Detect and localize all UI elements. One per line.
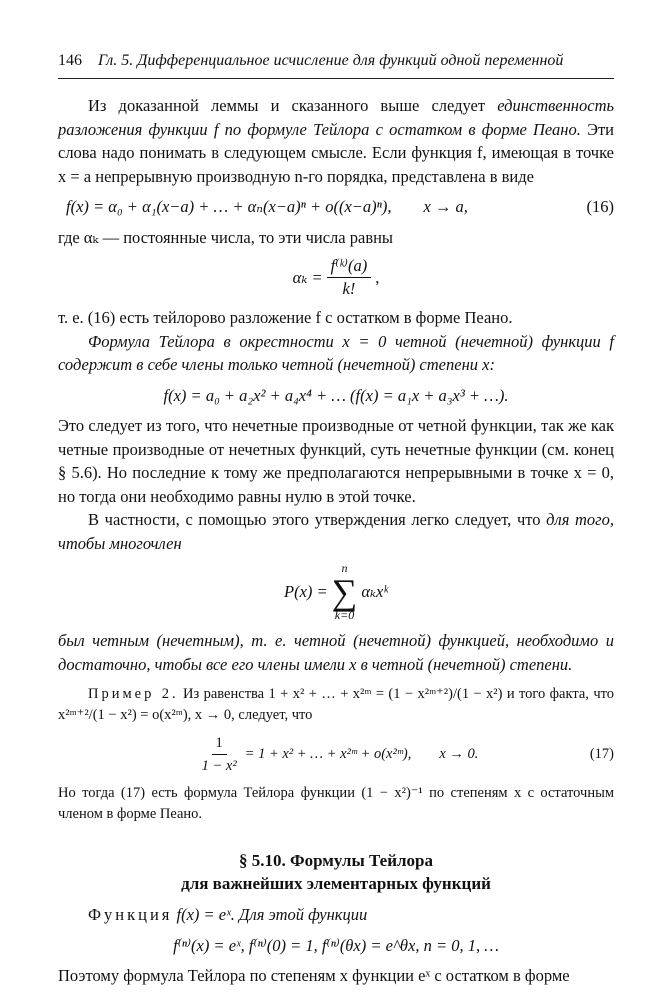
text-span: Из доказанной леммы и сказанного выше следует xyxy=(88,96,498,115)
fraction xyxy=(327,256,372,299)
section-title-line: § 5.10. Формулы Тейлора xyxy=(238,851,434,870)
italic-span: для того, чтобы многочлен xyxy=(58,510,614,553)
paragraph: Но тогда (17) есть формула Тейлора функции (1 − x²)⁻¹ по степеням x с остаточным членом в форме Пеано. xyxy=(58,785,614,822)
fraction-denominator: 1 − x² xyxy=(201,758,237,774)
page-number: 146 xyxy=(58,52,82,69)
equation-alpha xyxy=(58,256,614,299)
sum-term: αₖxᵏ xyxy=(361,582,388,602)
paragraph xyxy=(58,94,614,188)
paragraph: т. е. (16) есть тейлорово разложение f с остатком в форме Пеано. xyxy=(58,308,513,327)
running-header xyxy=(58,50,614,79)
paragraph-italic: был четным (нечетным), т. е. четной (нечетной) функцией, необходимо и достаточно, чтобы все его члены имели x в четной (нечетной) степени. xyxy=(58,631,614,674)
text-span: f(x) = eˣ. Для этой функции xyxy=(172,905,368,924)
fraction-numerator: 1 xyxy=(212,733,227,755)
paragraph-theorem: Формула Тейлора в окрестности x = 0 четной (нечетной) функции f содержит в себе члены только четной (нечетной) степени x: xyxy=(58,331,614,374)
italic-span: единственность разложения функции f по формуле Тейлора с остатком в форме Пеано. xyxy=(58,96,614,139)
equation-number: (17) xyxy=(589,746,614,762)
equation-condition: x → 0. xyxy=(439,746,479,762)
equation-number: (16) xyxy=(586,197,614,216)
sum-lower-limit: k=0 xyxy=(334,608,355,622)
fraction xyxy=(198,733,241,776)
running-title: Гл. 5. Дифференциальное исчисление для функций одной переменной xyxy=(98,52,564,69)
equation-tail: , xyxy=(375,267,380,287)
paragraph: Это следует из того, что нечетные производные от четной функции, так же как четные производные от нечетных функций, суть нечетные функции (см. конец § 5.6). Но последние к тому же предполагаются непрерывными в точке x = 0, но тогда они необходимо равны нулю в этой точке. xyxy=(58,416,614,506)
equation-condition: x → a, xyxy=(423,197,468,216)
equation-exp-derivatives: f⁽ⁿ⁾(x) = eˣ, f⁽ⁿ⁾(0) = 1, f⁽ⁿ⁾(θx) = e^θx, n = 0, 1, … xyxy=(173,935,499,955)
equation-body: f(x) = α₀ + α₁(x−a) + … + αₙ(x−a)ⁿ + o((x−a)ⁿ), xyxy=(66,197,392,216)
example-paragraph xyxy=(58,684,614,726)
sum-upper-limit: n xyxy=(341,561,348,575)
paragraph: Поэтому формула Тейлора по степеням x функции eˣ с остатком в форме xyxy=(58,966,570,985)
fraction-numerator: f⁽ᵏ⁾(a) xyxy=(327,256,372,278)
paragraph xyxy=(58,508,614,555)
equation-polynomial xyxy=(58,562,614,622)
example-label: Пример 2. xyxy=(88,686,179,702)
sum-symbol: ∑ xyxy=(331,572,358,612)
paragraph xyxy=(58,903,614,927)
text-span: Из равенства 1 + x² + … + x²ᵐ = (1 − x²ᵐ⁺²)/(1 − x²) и того факта, что x²ᵐ⁺²/(1 − x²) = o(x²ᵐ), x → 0, следует, что xyxy=(58,686,615,723)
text-span: В частности, с помощью этого утверждения легко следует, что xyxy=(88,510,547,529)
equation-16 xyxy=(58,195,614,219)
equation-lhs: P(x) = xyxy=(284,582,328,602)
equation-17 xyxy=(58,733,614,776)
section-title-line: для важнейших элементарных функций xyxy=(181,874,491,893)
fraction-denominator: k! xyxy=(342,279,356,298)
equation-lhs: αₖ = xyxy=(292,267,323,287)
equation-rhs: = 1 + x² + … + x²ᵐ + o(x²ᵐ), xyxy=(244,746,412,762)
function-label: Функция xyxy=(88,905,173,924)
summation xyxy=(332,562,358,622)
equation-even-odd: f(x) = a₀ + a₂x² + a₄x⁴ + … (f(x) = a₁x + a₃x³ + …). xyxy=(163,385,509,405)
page-body xyxy=(58,94,614,988)
text-span: Эти слова надо понимать в следующем смысле. Если функция f, имеющая в точке x = a непрерывную производную n-го порядка, представлена в виде xyxy=(58,119,614,186)
paragraph: где αₖ — постоянные числа, то эти числа равны xyxy=(58,227,394,247)
section-heading xyxy=(58,849,614,895)
